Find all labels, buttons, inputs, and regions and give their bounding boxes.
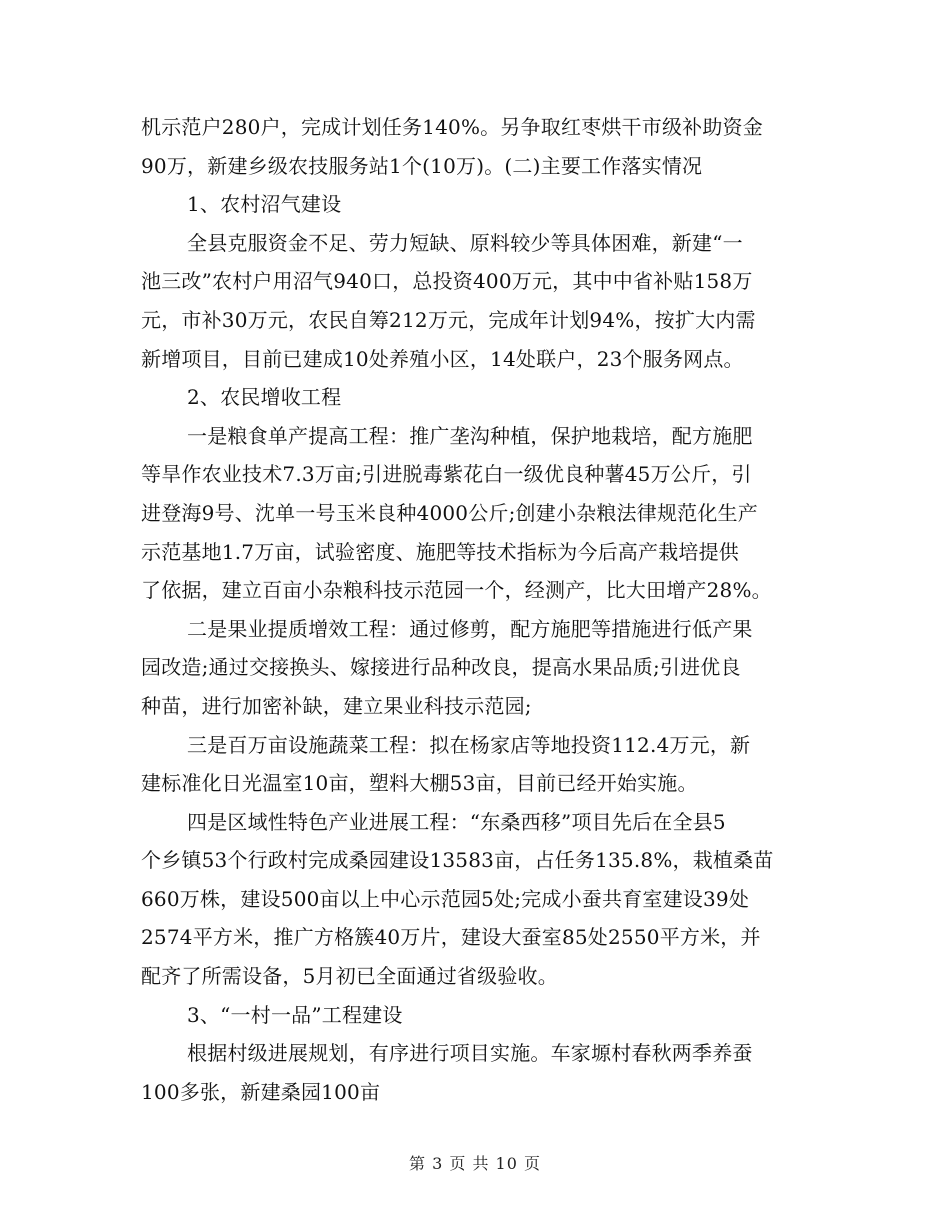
text-line: 建标准化日光温室10亩，塑料大棚53亩，目前已经开始实施。 xyxy=(141,771,698,796)
text-line: 2、农民增收工程 xyxy=(187,385,342,410)
text-line: 个乡镇53个行政村完成桑园建设13583亩，占任务135.8%，栽植桑苗 xyxy=(141,848,774,873)
text-line: 100多张，新建桑园100亩 xyxy=(141,1079,381,1104)
text-line: 全县克服资金不足、劳力短缺、原料较少等具体困难，新建“一 xyxy=(187,230,743,255)
text-line: 3、“一村一品”工程建设 xyxy=(187,1002,403,1027)
page-number-footer: 第 3 页 共 10 页 xyxy=(409,1154,541,1173)
text-line: 90万，新建乡级农技服务站1个(10万)。(二)主要工作落实情况 xyxy=(141,153,703,178)
document-body xyxy=(141,108,811,1111)
text-line: 种苗，进行加密补缺，建立果业科技示范园; xyxy=(141,693,532,718)
text-line: 根据村级进展规划，有序进行项目实施。车家塬村春秋两季养蚕 xyxy=(187,1041,753,1066)
text-line: 新增项目，目前已建成10处养殖小区，14处联户，23个服务网点。 xyxy=(141,346,744,371)
text-line: 园改造;通过交接换头、嫁接进行品种改良，提高水果品质;引进优良 xyxy=(141,655,741,680)
text-line: 了依据，建立百亩小杂粮科技示范园一个，经测产，比大田增产28%。 xyxy=(141,578,772,603)
text-line: 二是果业提质增效工程：通过修剪，配方施肥等措施进行低产果 xyxy=(187,616,753,641)
text-line: 三是百万亩设施蔬菜工程：拟在杨家店等地投资112.4万元，新 xyxy=(187,732,751,757)
text-line: 等旱作农业技术7.3万亩;引进脱毒紫花白一级优良种薯45万公斤，引 xyxy=(141,462,752,487)
text-line: 四是区域性特色产业进展工程：“东桑西移”项目先后在全县5 xyxy=(187,809,726,834)
text-line: 一是粮食单产提高工程：推广垄沟种植，保护地栽培，配方施肥 xyxy=(187,423,753,448)
text-line: 2574平方米，推广方格簇40万片，建设大蚕室85处2550平方米，并 xyxy=(141,925,761,950)
text-line: 进登海9号、沈单一号玉米良种4000公斤;创建小杂粮法律规范化生产 xyxy=(141,500,758,525)
text-line: 660万株，建设500亩以上中心示范园5处;完成小蚕共育室建设39处 xyxy=(141,886,750,911)
text-line: 元，市补30万元，农民自筹212万元，完成年计划94%，按扩大内需 xyxy=(141,307,756,332)
text-line: 示范基地1.7万亩，试验密度、施肥等技术指标为今后高产栽培提供 xyxy=(141,539,740,564)
text-line: 池三改”农村户用沼气940口，总投资400万元，其中中省补贴158万 xyxy=(141,269,753,294)
text-line: 机示范户280户，完成计划任务140%。另争取红枣烘干市级补助资金 xyxy=(141,115,763,139)
text-line: 1、农村沼气建设 xyxy=(187,192,342,217)
text-line: 配齐了所需设备，5月初已全面通过省级验收。 xyxy=(141,964,558,989)
